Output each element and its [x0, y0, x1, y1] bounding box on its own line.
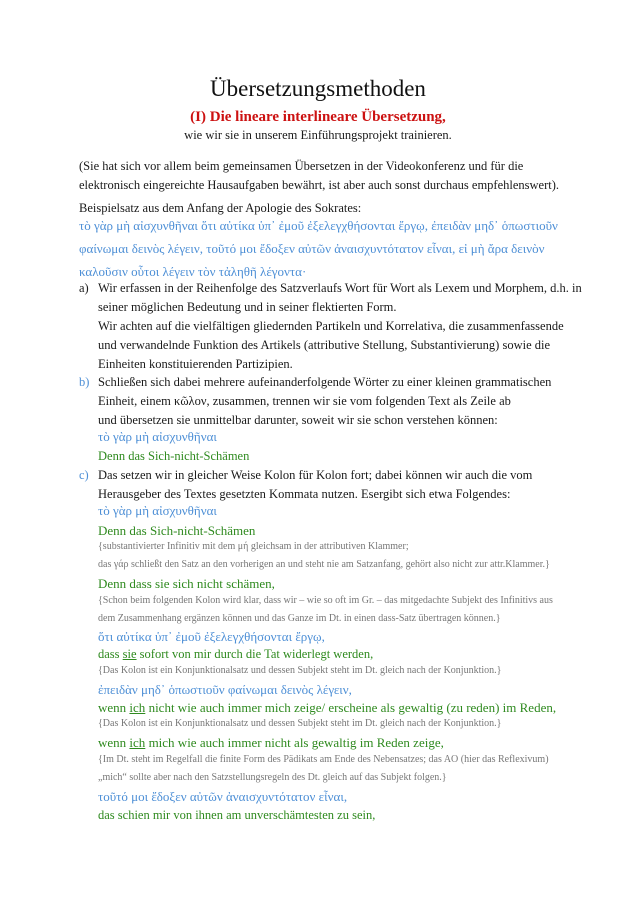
- greek-colon: τὸ γὰρ μὴ αἰσχυνθῆναι: [98, 429, 217, 444]
- section-a-line: Wir erfassen in der Reihenfolge des Satzverlaufs Wort für Wort als Lexem und Morphem, d.h. in: [98, 281, 582, 295]
- list-marker-b: b): [79, 375, 90, 389]
- page-title: Übersetzungsmethoden: [210, 76, 426, 101]
- section-a-line: Wir achten auf die vielfältigen gliedernden Partikeln und Korrelativa, die zusammenfassende: [98, 319, 564, 333]
- greek-colon: τὸ γὰρ μὴ αἰσχυνθῆναι: [98, 503, 217, 518]
- section-b-line: Schließen sich dabei mehrere aufeinanderfolgende Wörter zu einer kleinen grammatischen: [98, 375, 552, 389]
- greek-colon: τοῦτό μοι ἔδοξεν αὐτῶν ἀναισχυντότατον εἶναι,: [98, 789, 348, 804]
- grammar-note: „mich“ sollte aber nach den Satzstellungsregeln des Dt. gleich auf das Subjekt folgen.}: [98, 772, 447, 783]
- list-marker-a: a): [79, 281, 89, 295]
- text: wenn: [98, 700, 130, 715]
- german-translation: Denn das Sich-nicht-Schämen: [98, 523, 256, 538]
- section-heading: (I) Die lineare interlineare Übersetzung,: [190, 109, 446, 125]
- list-marker-c: c): [79, 468, 89, 482]
- text: sofort von mir durch die Tat widerlegt werden,: [136, 647, 374, 661]
- section-a-line: und verwandelnde Funktion des Artikels (attributive Stellung, Substantivierung) sowie die: [98, 338, 551, 352]
- greek-colon: ἐπειδὰν μηδ᾽ ὁπωστιοῦν φαίνωμαι δεινὸς λέγειν,: [98, 682, 352, 697]
- text: dass: [98, 647, 123, 661]
- german-translation: [98, 733, 444, 752]
- german-translation: Denn das Sich-nicht-Schämen: [98, 449, 250, 463]
- section-c-line: Das setzen wir in gleicher Weise Kolon für Kolon fort; dabei können wir auch die vom: [98, 468, 533, 482]
- greek-line: φαίνωμαι δεινὸς λέγειν, τοῦτό μοι ἔδοξεν αὐτῶν ἀναισχυντότατον εἶναι, εἰ μὴ ἄρα δεινὸν: [79, 241, 545, 256]
- greek-line: τὸ γὰρ μὴ αἰσχυνθῆναι ὅτι αὐτίκα ὑπ᾽ ἐμοῦ ἐξελεγχθήσονται ἔργῳ, ἐπειδὰν μηδ᾽ ὁπωστιοῦν: [79, 218, 558, 233]
- grammar-note: {Das Kolon ist ein Konjunktionalsatz und dessen Subjekt steht im Dt. gleich nach der Konjunktion.}: [98, 718, 502, 729]
- greek-line: καλοῦσιν οὗτοι λέγειν τὸν τἀληθῆ λέγοντα·: [79, 264, 307, 279]
- grammar-note: {Im Dt. steht im Regelfall die finite Form des Pädikats am Ende des Nebensatzes; das AO (hier das Reflexivum): [98, 754, 549, 765]
- grammar-note: {Schon beim folgenden Kolon wird klar, dass wir – wie so oft im Gr. – das mitgedachte Subjekt des Infinitivs aus: [98, 595, 553, 606]
- subject-highlight: ich: [129, 700, 146, 715]
- subject-highlight: sie: [122, 647, 137, 661]
- example-heading: Beispielsatz aus dem Anfang der Apologie des Sokrates:: [79, 201, 362, 215]
- section-b-line: und übersetzen sie unmittelbar darunter, soweit wir sie schon verstehen können:: [98, 413, 498, 427]
- section-subheading: wie wir sie in unserem Einführungsprojekt trainieren.: [184, 128, 452, 142]
- grammar-note: {substantivierter Infinitiv mit dem μή gleichsam in der attributiven Klammer;: [98, 541, 409, 552]
- text: wenn: [98, 735, 130, 750]
- german-translation: das schien mir von ihnen am unverschämtesten zu sein,: [98, 808, 376, 822]
- section-b-line: Einheit, einem κῶλον, zusammen, trennen wir sie vom folgenden Text als Zeile ab: [98, 394, 511, 408]
- greek-colon: ὅτι αὐτίκα ὑπ᾽ ἐμοῦ ἐξελεγχθήσονται ἔργῳ,: [98, 629, 325, 644]
- text: nicht wie auch immer mich zeige/ erscheine als gewaltig (zu reden) im Reden,: [145, 700, 557, 715]
- section-a-line: seiner möglichen Bedeutung und in seiner flektierten Form.: [98, 300, 397, 314]
- intro-line: elektronisch eingereichte Hausaufgaben bewährt, ist aber auch sonst durchaus empfehlenswert).: [79, 178, 560, 192]
- grammar-note: dem Zusammenhang ergänzen können und das Ganze im Dt. in einen dass-Satz übertragen können.}: [98, 613, 501, 624]
- section-a-line: Einheiten konstituierenden Partizipien.: [98, 357, 293, 371]
- intro-line: (Sie hat sich vor allem beim gemeinsamen Übersetzen in der Videokonferenz und für die: [79, 159, 524, 173]
- grammar-note: {Das Kolon ist ein Konjunktionalsatz und dessen Subjekt steht im Dt. gleich nach der Konjunktion.}: [98, 665, 502, 676]
- grammar-note: das γάρ schließt den Satz an den vorherigen an und steht nie am Satzanfang, gehört also nicht zur attr.Klammer.}: [98, 559, 550, 570]
- german-translation: Denn dass sie sich nicht schämen,: [98, 576, 275, 591]
- subject-highlight: ich: [129, 735, 146, 750]
- text: mich wie auch immer nicht als gewaltig im Reden zeige,: [145, 735, 444, 750]
- section-c-line: Herausgeber des Textes gesetzten Kommata nutzen. Esergibt sich etwa Folgendes:: [98, 487, 511, 501]
